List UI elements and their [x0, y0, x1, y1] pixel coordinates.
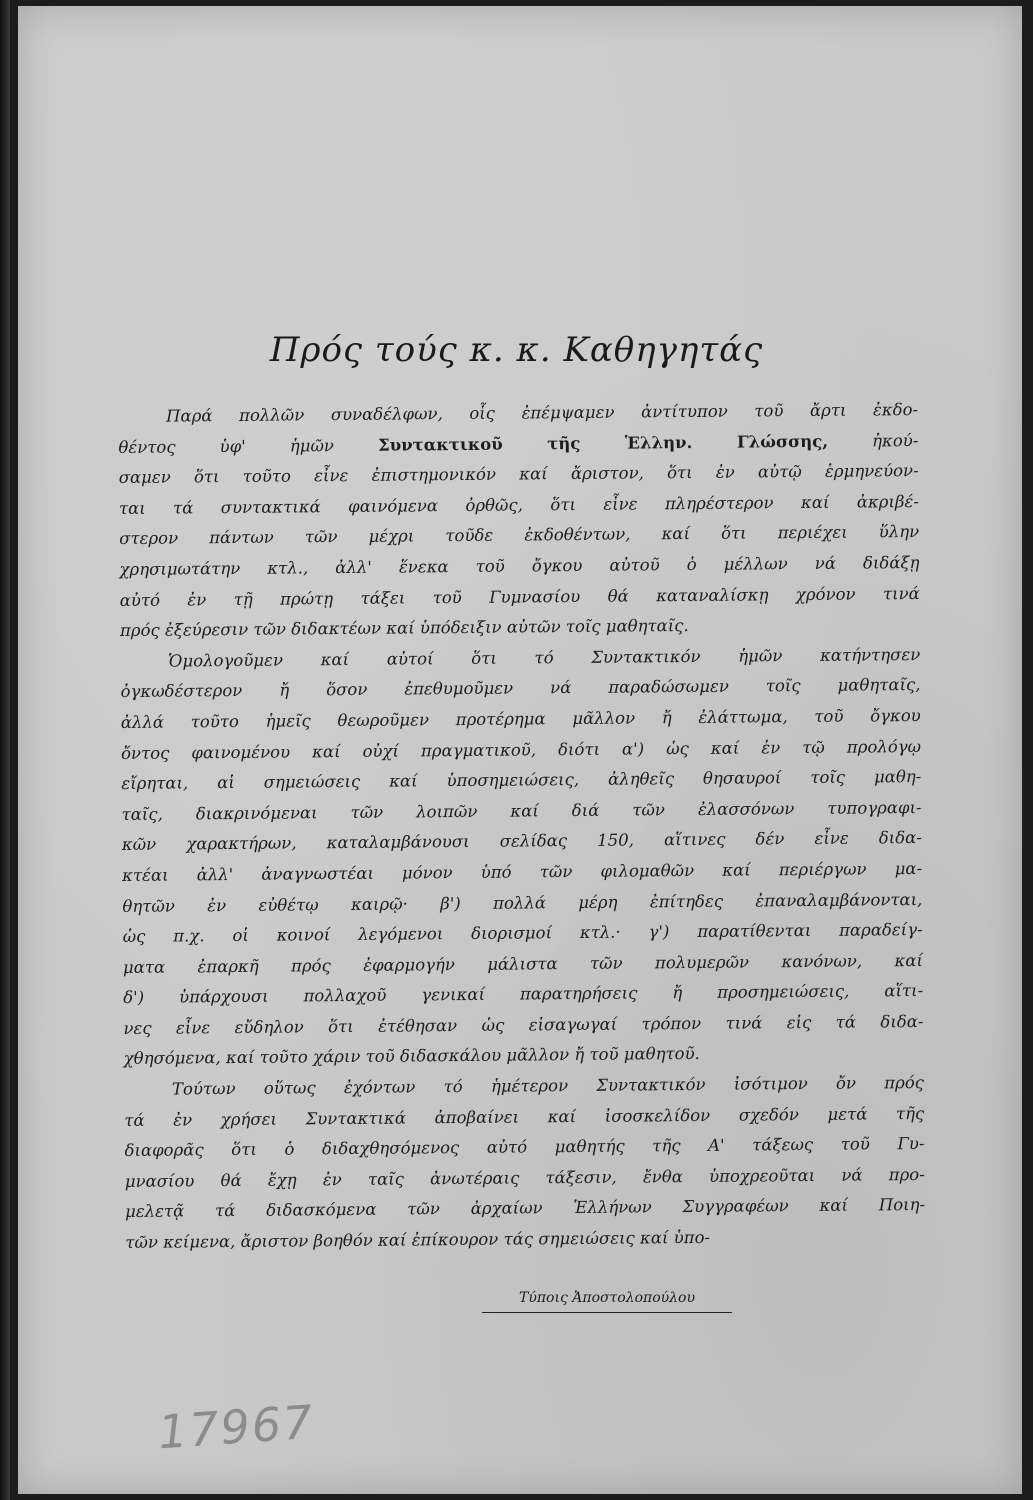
- text-line: ὄντος φαινομένου καί οὐχί πραγματικοῦ, διότι α') ὡς καί ἐν τῷ προλόγῳ: [120, 736, 922, 763]
- text-line: δ') ὑπάρχουσι πολλαχοῦ γενικαί παρατηρήσεις ἤ προσημειώσεις, αἵτι-: [123, 981, 924, 1008]
- text-line: τῶν κείμενα, ἄριστον βοηθόν καί ἐπίκουρον τάς σημειώσεις καί ὑπο-: [125, 1227, 711, 1252]
- text-line: εἴρηται, αἱ σημειώσεις καί ὑποσημειώσεις, ἀληθεῖς θησαυροί τοῖς μαθη-: [121, 767, 922, 794]
- text-line: πρός ἐξεύρεσιν τῶν διδακτέων καί ὑπόδειξιν αὐτῶν τοῖς μαθηταῖς.: [119, 616, 689, 641]
- text-line: Ὁμολογοῦμεν καί αὐτοί ὅτι τό Συντακτικόν ἡμῶν κατήντησεν: [168, 644, 921, 671]
- text-line: μνασίου θά ἔχῃ ἐν ταῖς ἀνωτέραις τάξεσιν, ἔνθα ὑποχρεοῦται νά προ-: [124, 1164, 925, 1191]
- text-line: τά ἐν χρήσει Συντακτικά ἀποβαίνει καί ἰσοσκελίδον σχεδόν μετά τῆς: [124, 1103, 925, 1130]
- text-line: διαφορᾶς ὅτι ὁ διδαχθησόμενος αὐτό μαθητής τῆς Α' τάξεως τοῦ Γυ-: [124, 1134, 925, 1161]
- text-line: χρησιμωτάτην κτλ., ἀλλ' ἕνεκα τοῦ ὄγκου αὐτοῦ ὁ μέλλων νά διδάξῃ: [119, 552, 920, 579]
- text-line: ἀλλά τοῦτο ἡμεῖς θεωροῦμεν προτέρημα μᾶλλον ἤ ἐλάττωμα, τοῦ ὄγκου: [120, 705, 921, 732]
- text-line: ὡς π.χ. οἱ κοινοί λεγόμενοι διορισμοί κτλ.· γ') παρατίθενται παραδείγ-: [122, 920, 923, 947]
- paragraph: [118, 395, 920, 647]
- paragraph: [120, 640, 924, 1075]
- text-line: θητῶν ἐν εὐθέτῳ καιρῷ· β') πολλά μέρη ἐπίτηδες ἐπαναλαμβάνονται,: [122, 889, 923, 916]
- text-line: κῶν χαρακτήρων, καταλαμβάνουσι σελίδας 150, αἵτινες δέν εἶνε διδα-: [121, 828, 922, 855]
- text-segment: θέντος ὑφ' ἡμῶν: [118, 435, 379, 457]
- handwritten-inventory-number: 17967: [156, 1394, 317, 1460]
- text-line: σαμεν ὅτι τοῦτο εἶνε ἐπιστημονικόν καί ἄριστον, ὅτι ἐν αὐτῷ ἑρμηνεύον-: [118, 461, 919, 488]
- text-line: Παρά πολλῶν συναδέλφων, οἷς ἐπέμψαμεν ἀντίτυπον τοῦ ἄρτι ἐκδο-: [166, 400, 919, 426]
- text-line: ματα ἐπαρκῆ πρός ἐφαρμογήν μάλιστα τῶν πολυμερῶν κανόνων, καί: [122, 950, 923, 977]
- letter-body: [118, 395, 925, 1259]
- text-line: κτέαι ἀλλ' ἀναγνωστέαι μόνον ὑπό τῶν φιλομαθῶν καί περιέργων μα-: [122, 858, 923, 885]
- text-line: στερον πάντων τῶν μέχρι τοῦδε ἐκδοθέντων, καί ὅτι περιέχει ὕλην: [119, 522, 920, 549]
- text-segment: ἠκού-: [827, 430, 919, 451]
- text-line: χθησόμενα, καί τοῦτο χάριν τοῦ διδασκάλου μᾶλλον ἤ τοῦ μαθητοῦ.: [123, 1044, 700, 1069]
- text-line: ὀγκωδέστερον ἤ ὅσον ἐπεθυμοῦμεν νά παραδώσωμεν τοῖς μαθηταῖς,: [120, 675, 921, 702]
- text-line: ται τά συντακτικά φαινόμενα ὀρθῶς, ὅτι εἶνε πληρέστερον καί ἀκριβέ-: [118, 491, 919, 518]
- text-line: αὐτό ἐν τῇ πρώτῃ τάξει τοῦ Γυμνασίου θά καταναλίσκῃ χρόνον τινά: [119, 583, 920, 610]
- paragraph: [124, 1068, 926, 1259]
- text-line: μελετᾷ τά διδασκόμενα τῶν ἀρχαίων Ἑλλήνων Συγγραφέων καί Ποιη-: [124, 1195, 926, 1222]
- binding-spine: [0, 0, 10, 1500]
- text-line: ταῖς, διακρινόμεναι τῶν λοιπῶν καί διά τῶν ἐλασσόνων τυπογραφι-: [121, 797, 922, 824]
- text-line: νες εἶνε εὔδηλον ὅτι ἐτέθησαν ὡς εἰσαγωγαί τρόπον τινά εἰς τά διδα-: [123, 1011, 924, 1038]
- page-title: Πρός τούς κ. κ. Καθηγητάς: [269, 330, 764, 370]
- printer-imprint: Τύποις Ἀποστολοπούλου: [482, 1290, 732, 1313]
- text-line: Τούτων οὕτως ἐχόντων τό ἡμέτερον Συντακτικόν ἰσότιμον ὄν πρός: [171, 1073, 925, 1099]
- book-title: Συντακτικοῦ τῆς Ἑλλην. Γλώσσης,: [377, 431, 829, 455]
